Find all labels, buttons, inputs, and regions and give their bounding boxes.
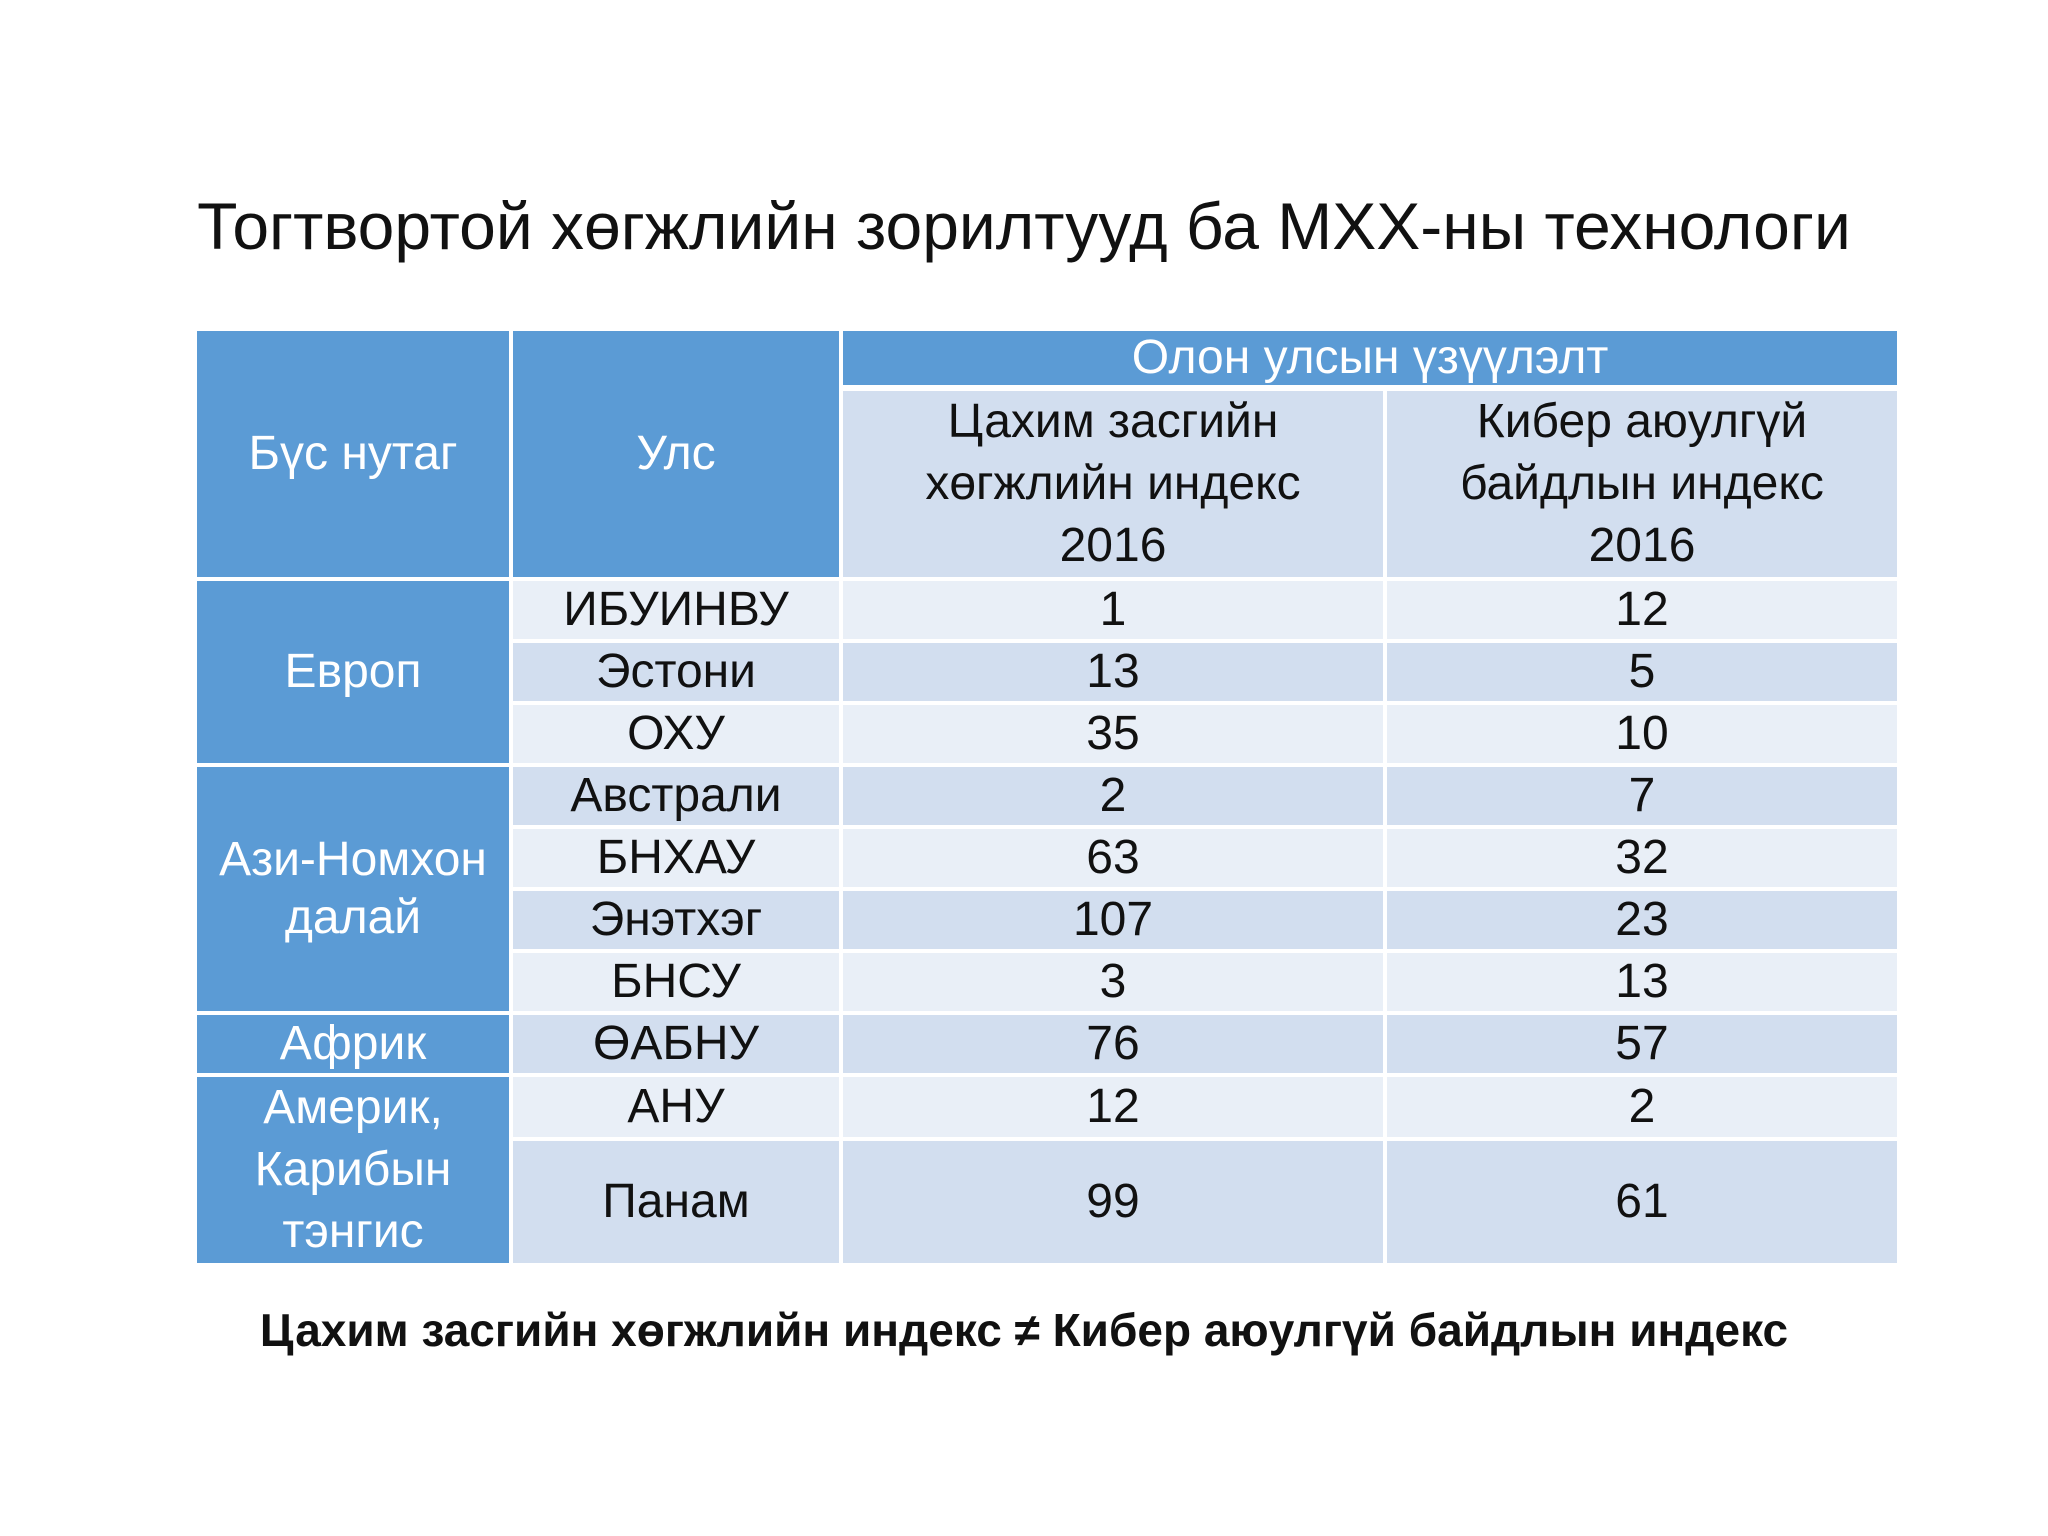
header-international-indicators: Олон улсын үзүүлэлт <box>843 331 1897 391</box>
egov-cell: 63 <box>843 829 1387 891</box>
country-cell: ОХУ <box>513 705 843 767</box>
cyber-cell: 2 <box>1387 1077 1897 1141</box>
egov-cell: 1 <box>843 581 1387 643</box>
header-country: Улс <box>513 331 843 581</box>
country-cell: Панам <box>513 1141 843 1267</box>
table-row <box>197 1015 1897 1077</box>
egov-cell: 107 <box>843 891 1387 953</box>
country-cell: ӨАБНУ <box>513 1015 843 1077</box>
egov-cell: 2 <box>843 767 1387 829</box>
cyber-cell: 12 <box>1387 581 1897 643</box>
table-row <box>197 1077 1897 1141</box>
country-cell: Австрали <box>513 767 843 829</box>
cyber-cell: 5 <box>1387 643 1897 705</box>
region-cell: Европ <box>197 581 513 767</box>
header-region: Бүс нутаг <box>197 331 513 581</box>
egov-cell: 12 <box>843 1077 1387 1141</box>
egov-cell: 13 <box>843 643 1387 705</box>
country-cell: АНУ <box>513 1077 843 1141</box>
country-cell: Эстони <box>513 643 843 705</box>
egov-cell: 76 <box>843 1015 1387 1077</box>
region-cell: Америк, Карибын тэнгис <box>197 1077 513 1267</box>
header-cyber-index: Кибер аюулгүй байдлын индекс 2016 <box>1387 391 1897 581</box>
slide-title: Тогтвортой хөгжлийн зорилтууд ба МХХ-ны технологи <box>197 189 1851 263</box>
country-cell: БНХАУ <box>513 829 843 891</box>
egov-cell: 35 <box>843 705 1387 767</box>
index-table <box>197 331 1897 1267</box>
cyber-cell: 32 <box>1387 829 1897 891</box>
cyber-cell: 10 <box>1387 705 1897 767</box>
country-cell: ИБУИНВУ <box>513 581 843 643</box>
header-row-group <box>197 331 1897 391</box>
cyber-cell: 7 <box>1387 767 1897 829</box>
footer-note: Цахим засгийн хөгжлийн индекс ≠ Кибер аюулгүй байдлын индекс <box>259 1304 1789 1356</box>
cyber-cell: 23 <box>1387 891 1897 953</box>
cyber-cell: 13 <box>1387 953 1897 1015</box>
country-cell: БНСУ <box>513 953 843 1015</box>
table-row <box>197 767 1897 829</box>
cyber-cell: 57 <box>1387 1015 1897 1077</box>
cyber-cell: 61 <box>1387 1141 1897 1267</box>
egov-cell: 99 <box>843 1141 1387 1267</box>
header-egov-index: Цахим засгийн хөгжлийн индекс 2016 <box>843 391 1387 581</box>
country-cell: Энэтхэг <box>513 891 843 953</box>
table-row <box>197 581 1897 643</box>
egov-cell: 3 <box>843 953 1387 1015</box>
region-cell: Ази-Номхон далай <box>197 767 513 1015</box>
region-cell: Африк <box>197 1015 513 1077</box>
